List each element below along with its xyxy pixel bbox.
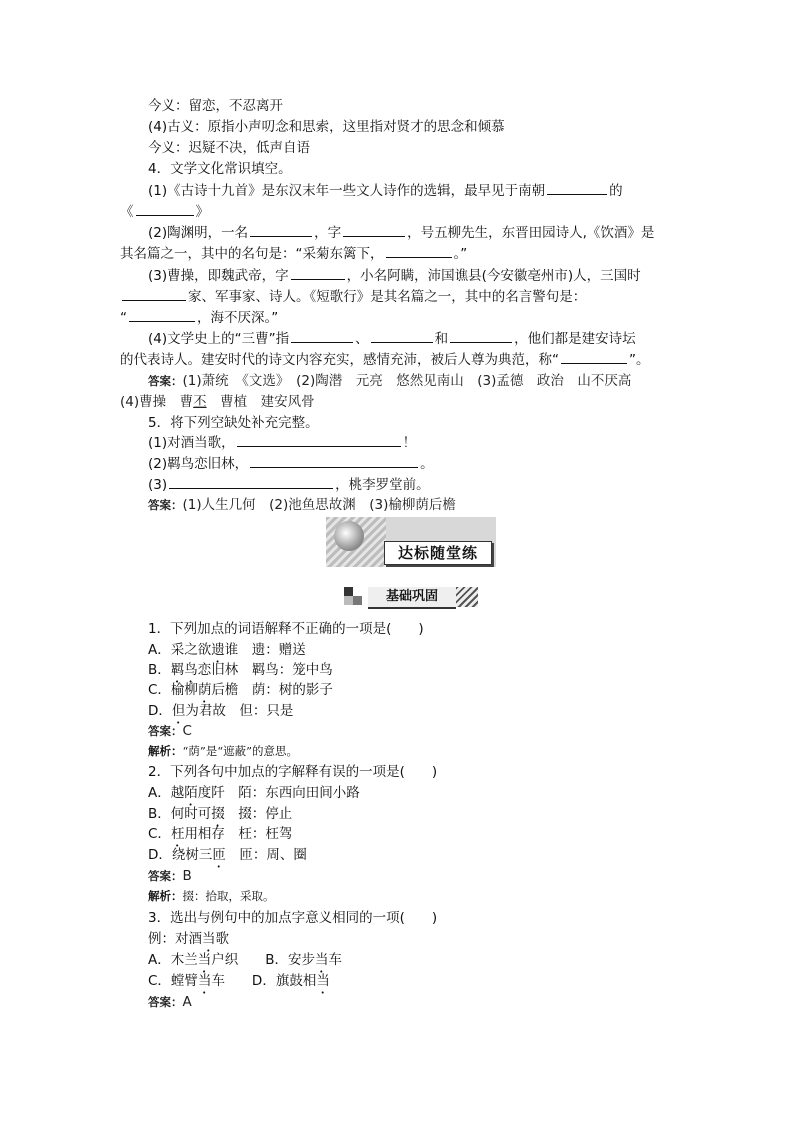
answer-label: 答案： [148,724,183,738]
dotted-char: 当 [316,973,330,989]
text-line [148,454,674,474]
line-text: “ [120,310,127,326]
text-line [120,308,674,328]
line-text: 其名篇之一，其中的名句是：“采菊东篱下， [120,246,384,262]
dotted-char: 匝 [212,847,226,863]
question-title [148,413,674,433]
line-text: 3．选出与例句中的加点字意义相同的一项( ) [148,910,438,926]
line-text: (4)文学史上的“三曹”指 [148,331,290,347]
option-d [148,701,674,721]
blank-field[interactable] [450,329,512,343]
line-text: 4．文学文化常识填空。 [148,161,292,177]
option-c [148,824,674,844]
text-line [120,350,674,370]
option-b [148,804,674,824]
line-text: 和 [434,331,449,347]
answer-label: 答案： [148,498,183,512]
option-c [148,680,674,700]
line-text: 匝：周、圈 [225,847,307,863]
dotted-char: 当 [197,952,212,968]
line-text: (3)曹操，即魏武帝，字 [148,268,289,284]
text-line [148,433,674,453]
square-icon [353,596,362,605]
question-title [148,619,674,639]
text-line [120,202,674,222]
answer-label: 答案： [148,995,183,1009]
dotted-char: 掇 [211,806,225,822]
answer-line [148,721,674,741]
blank-field[interactable] [250,454,418,468]
line-text: ，字 [314,225,342,241]
line-text: 例：对酒 [148,931,202,947]
answer-line [148,866,674,886]
dotted-char: 当 [315,952,329,968]
banner-ball-icon [334,521,364,551]
explanation-text: “荫”是“遮蔽”的意思。 [182,744,299,758]
banner-title: 达标随堂练 [384,541,492,565]
question-title [148,159,674,179]
line-text: 度阡 陌：东西向田间小路 [197,785,360,801]
dotted-char: 羁鸟 [170,662,198,678]
answer-text: (4)曹操 曹 [120,394,194,410]
text-line [148,266,674,286]
line-text: A．采之欲 [148,642,212,658]
line-text: 恋旧林 羁鸟：笼中鸟 [197,662,333,678]
line-text: 车 [328,952,343,968]
answer-text: C [182,723,192,739]
options-ab [148,950,674,970]
line-text: 、 [355,331,369,347]
subsection-title: 基础巩固 [368,587,456,609]
explanation-text: 掇：拾取，采取。 [182,889,275,903]
line-text: (2)羁鸟恋旧林， [148,456,249,472]
dotted-char: 陌 [184,785,198,801]
explanation-line [148,741,674,761]
dotted-char: 当 [197,973,212,989]
option-d [148,845,674,865]
option-a [148,783,674,803]
line-text: ，他们都是建安诗坛 [514,331,636,347]
line-text: (1)《古诗十九首》是东汉末年一些文人诗作的选辑，最早见于南朝 [148,183,546,199]
line-text: B． [148,662,171,678]
line-text: (4)古义：原指小声叨念和思索，这里指对贤才的思念和倾慕 [148,119,505,135]
answer-line [148,371,674,391]
dotted-char: 当 [202,931,216,947]
line-text: ”。 [629,352,650,368]
line-text: ，号五柳先生，东晋田园诗人,《饮酒》是 [407,225,655,241]
line-text: 户织 B．安步 [211,952,316,968]
text-line [148,117,674,137]
line-text: ！ [402,435,417,451]
explanation-label: 解析： [148,889,183,903]
line-text: 歌 [215,931,229,947]
blank-field[interactable] [547,181,607,195]
blank-field[interactable] [250,223,312,237]
blank-field[interactable] [371,329,433,343]
question-title [148,908,674,928]
answer-line [148,495,674,515]
line-text: 。” [453,246,468,262]
line-text: ，海不厌深。” [197,310,279,326]
line-text: 的代表诗人。建安时代的诗文内容充实，感情充沛，被后人尊为典范，称“ [120,352,559,368]
line-text: C．榆柳 [148,682,198,698]
text-line [120,244,674,264]
line-text: (1)对酒当歌， [148,435,235,451]
line-text: A．木兰 [148,952,198,968]
line-text: 为君故 但：只是 [185,703,294,719]
text-line [148,138,674,158]
line-text: (3) [148,477,168,493]
text-line [148,223,674,243]
question-title [148,762,674,782]
blank-field[interactable] [237,433,401,447]
line-text: 的 [609,183,623,199]
text-line [148,475,674,495]
line-text: 》 [195,204,209,220]
dotted-char: 荫 [197,682,212,698]
option-a [148,640,674,660]
answer-text: (1)萧统 《文选》 (2)陶潜 元亮 悠然见南山 (3)孟德 政治 山不厌高 [182,373,632,389]
answer-text: 曹植 建安风骨 [206,394,315,410]
line-text: 家、军事家、诗人。《短歌行》是其名篇之一，其中的名言警句是： [188,289,587,305]
line-text: C． [148,826,171,842]
answer-line [120,392,674,412]
blank-field[interactable] [343,223,405,237]
dotted-char: 枉 [170,826,185,842]
options-cd [148,971,674,991]
blank-field[interactable] [561,350,627,364]
line-text: 后檐 荫：树的影子 [211,682,333,698]
line-text: ，小名阿瞒，沛国谯县(今安徽亳州市)人，三国时 [346,268,641,284]
dotted-char: 遗 [211,642,225,658]
blank-field[interactable] [386,244,452,258]
line-text: 谁 遗：赠送 [224,642,306,658]
pen-icon [456,587,478,607]
line-text: B．何时可 [148,806,212,822]
line-text: 今义：迟疑不决，低声自语 [148,140,310,156]
explanation-line [148,886,674,906]
blank-field[interactable] [129,308,195,322]
blank-field[interactable] [169,475,333,489]
answer-label: 答案： [148,374,183,388]
line-text: 今义：留恋，不忍离开 [148,98,283,114]
answer-label: 答案： [148,869,183,883]
section-banner [326,517,496,567]
answer-text: (1)人生几何 (2)池鱼思故渊 (3)榆柳荫后檐 [182,497,456,513]
answer-text: 丕 [193,394,207,410]
line-text: A．越 [148,785,185,801]
text-line [148,329,674,349]
explanation-label: 解析： [148,744,183,758]
text-line [148,96,674,116]
blank-field[interactable] [291,266,345,280]
line-text: ，桃李罗堂前。 [335,477,430,493]
line-text: 1．下列加点的词语解释不正确的一项是( ) [148,621,424,637]
line-text: 掇：停止 [224,806,293,822]
option-b [148,660,674,680]
square-icon [344,596,353,605]
answer-text: A [182,994,192,1010]
line-text: 。 [420,456,434,472]
dotted-char: 但 [171,703,186,719]
answer-line [148,992,674,1012]
line-text: 5．将下列空缺处补充完整。 [148,415,319,431]
line-text: C．螳臂 [148,973,198,989]
blank-field[interactable] [136,202,194,216]
square-icon [344,587,353,596]
line-text: D．绕树三 [148,847,213,863]
line-text: D． [148,703,172,719]
line-text: 车 D．旗鼓相 [211,973,317,989]
text-line [120,287,674,307]
text-line [148,181,674,201]
blank-field[interactable] [291,329,353,343]
line-text: 用相存 枉：枉驾 [184,826,293,842]
answer-text: B [182,868,192,884]
line-text: (2)陶渊明，一名 [148,225,249,241]
blank-field[interactable] [122,287,186,301]
example-line [148,929,674,949]
subsection-header [344,585,478,609]
line-text: 2．下列各句中加点的字解释有误的一项是( ) [148,764,438,780]
line-text: 《 [120,204,134,220]
